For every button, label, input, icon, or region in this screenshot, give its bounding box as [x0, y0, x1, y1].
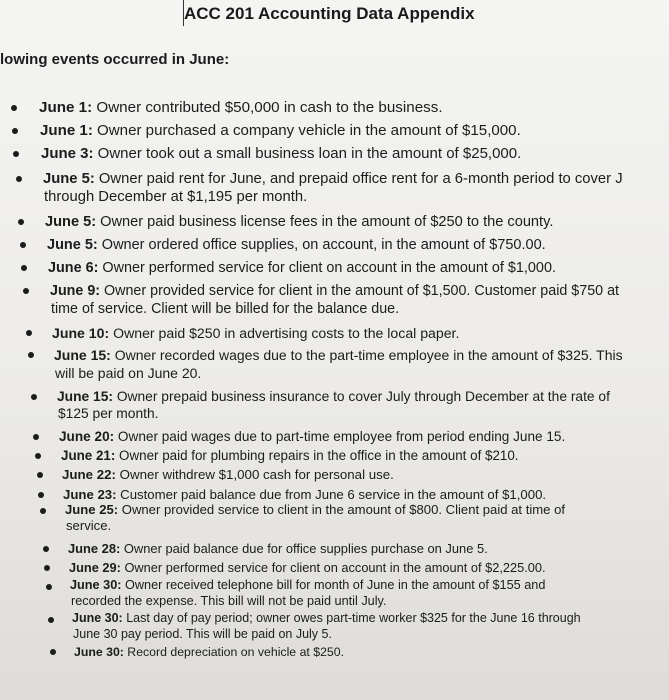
event-text: Owner performed service for client on account in the amount of $1,000. — [98, 260, 556, 276]
event-date: June 29: — [69, 560, 121, 575]
event-line — [70, 578, 545, 594]
event-date: June 5: — [47, 237, 98, 253]
event-text-continued: time of service. Client will be billed for the balance due. — [51, 301, 400, 317]
event-text: Owner paid rent for June, and prepaid office rent for a 6-month period to cover J — [94, 171, 623, 187]
list-item — [40, 122, 521, 140]
event-text-continued: June 30 pay period. This will be paid on July 5. — [73, 626, 332, 641]
event-date: June 6: — [48, 260, 99, 276]
bullet-icon — [21, 265, 27, 271]
bullet-icon — [12, 128, 18, 134]
event-text-continued: recorded the expense. This bill will not be paid until July. — [71, 593, 387, 608]
event-line — [47, 236, 546, 254]
event-text: Owner received telephone bill for month of June in the amount of $155 and — [121, 578, 546, 592]
event-line — [50, 282, 619, 300]
event-text: Owner paid for plumbing repairs in the office in the amount of $210. — [115, 448, 519, 463]
event-text: Owner purchased a company vehicle in the amount of $15,000. — [92, 122, 521, 139]
bullet-icon — [44, 565, 50, 571]
list-item — [65, 502, 565, 534]
event-date: June 9: — [50, 283, 101, 299]
bullet-icon — [18, 219, 24, 225]
event-date: June 30: — [74, 645, 124, 659]
bullet-icon — [31, 394, 37, 400]
event-line — [62, 466, 394, 484]
event-line — [39, 99, 443, 117]
bullet-icon — [16, 176, 22, 182]
list-item — [45, 213, 553, 231]
event-text: Owner prepaid business insurance to cover July through December at the rate of — [112, 389, 610, 404]
list-item — [72, 611, 581, 642]
event-text: Customer paid balance due from June 6 service in the amount of $1,000. — [116, 487, 547, 502]
bullet-icon — [46, 584, 52, 590]
intro-text: lowing events occurred in June: — [0, 51, 230, 68]
event-text: Last day of pay period; owner owes part-time worker $325 for the June 16 through — [122, 611, 581, 625]
event-text: Owner paid balance due for office supplies purchase on June 5. — [120, 541, 488, 556]
list-item — [57, 388, 610, 422]
list-item — [62, 466, 394, 484]
event-text: Owner recorded wages due to the part-time employee in the amount of $325. This — [110, 347, 623, 363]
bullet-icon — [26, 330, 32, 336]
bullet-icon — [50, 649, 56, 655]
list-item — [59, 428, 565, 446]
list-item — [61, 447, 519, 465]
list-item — [52, 324, 459, 342]
event-text: Owner paid business license fees in the amount of $250 to the county. — [96, 214, 554, 230]
event-date: June 1: — [40, 122, 93, 139]
bullet-icon — [13, 151, 19, 157]
event-line — [41, 145, 521, 163]
event-text: Owner contributed $50,000 in cash to the business. — [92, 99, 443, 116]
event-text-continued: $125 per month. — [58, 406, 159, 421]
event-text-continued: will be paid on June 20. — [55, 365, 202, 381]
bullet-icon — [35, 453, 41, 459]
event-text-continued: through December at $1,195 per month. — [44, 189, 308, 205]
list-item — [74, 643, 344, 661]
bullet-icon — [23, 288, 29, 294]
bullet-icon — [43, 546, 49, 552]
event-text: Owner withdrew $1,000 cash for personal use. — [115, 467, 394, 482]
bullet-icon — [40, 508, 46, 514]
bullet-icon — [20, 242, 26, 248]
event-date: June 22: — [62, 467, 116, 482]
list-item — [41, 145, 521, 163]
event-line — [40, 122, 521, 140]
event-date: June 15: — [57, 389, 113, 404]
event-line — [61, 447, 519, 465]
event-date: June 25: — [65, 502, 119, 517]
list-item — [54, 346, 623, 382]
event-text: Owner paid $250 in advertising costs to the local paper. — [109, 325, 460, 341]
event-line — [65, 502, 565, 518]
event-line — [54, 346, 623, 364]
event-line — [48, 259, 556, 277]
list-item — [43, 170, 623, 206]
event-text: Owner performed service for client on account in the amount of $2,225.00. — [120, 560, 546, 575]
event-line — [59, 428, 565, 446]
event-line — [72, 611, 581, 627]
event-date: June 28: — [68, 541, 121, 556]
event-line — [57, 388, 610, 405]
list-item — [68, 540, 488, 558]
list-item — [70, 578, 545, 609]
event-line — [45, 213, 553, 231]
event-line — [68, 540, 488, 558]
list-item — [48, 259, 556, 277]
event-date: June 5: — [43, 171, 95, 187]
event-text: Owner provided service for client in the amount of $1,500. Customer paid $750 at — [100, 283, 620, 299]
event-date: June 15: — [54, 347, 111, 363]
event-date: June 30: — [72, 611, 123, 625]
list-item — [39, 99, 443, 117]
bullet-icon — [33, 434, 39, 440]
bullet-icon — [48, 617, 54, 623]
event-text: Owner took out a small business loan in the amount of $25,000. — [93, 145, 522, 162]
event-text-continued: service. — [66, 518, 112, 533]
event-date: June 1: — [39, 99, 93, 116]
event-date: June 10: — [52, 325, 110, 341]
event-line — [69, 559, 546, 577]
bullet-icon — [38, 492, 44, 498]
event-text: Owner paid wages due to part-time employee from period ending June 15. — [114, 429, 566, 444]
event-date: June 20: — [59, 429, 115, 444]
bullet-icon — [37, 472, 43, 478]
event-line — [52, 324, 459, 342]
bullet-icon — [28, 352, 34, 358]
event-line — [74, 643, 344, 661]
event-date: June 30: — [70, 578, 122, 592]
event-text: Record depreciation on vehicle at $250. — [123, 645, 345, 659]
event-date: June 5: — [45, 214, 97, 230]
list-item — [50, 282, 619, 318]
bullet-icon — [11, 105, 17, 111]
event-date: June 3: — [41, 145, 94, 162]
page-title: ACC 201 Accounting Data Appendix — [184, 4, 475, 23]
event-text: Owner ordered office supplies, on account, in the amount of $750.00. — [97, 237, 546, 253]
event-date: June 21: — [61, 448, 116, 463]
event-line — [43, 170, 623, 188]
list-item — [47, 236, 546, 254]
list-item — [69, 559, 546, 577]
event-text: Owner provided service to client in the amount of $800. Client paid at time of — [118, 502, 566, 517]
event-date: June 23: — [63, 487, 117, 502]
